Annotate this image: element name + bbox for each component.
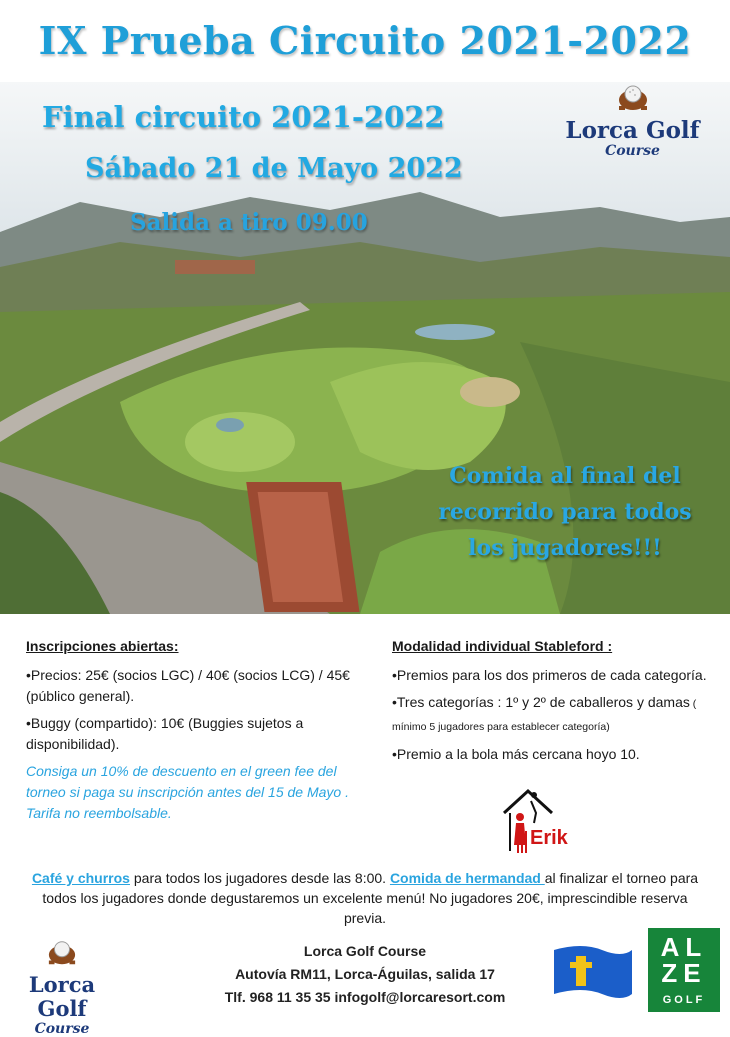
lunch-line-2: recorrido para todos [438,499,692,525]
lunch-line-1: Comida al final del [449,463,681,489]
note-text-1: para todos los jugadores desde las 8:00. [129,870,390,886]
footer-venue: Lorca Golf Course [303,943,427,959]
buggy-item: •Buggy (compartido): 10€ (Buggies sujetos a disponibilidad). [26,715,304,752]
closest-ball-item: •Premio a la bola más cercana hoyo 10. [392,746,640,762]
footer-address: Autovía RM11, Lorca-Águilas, salida 17 [235,966,495,982]
breakfast-highlight: Café y churros [31,870,130,886]
turtle-golf-ball-icon [613,82,653,114]
alze-golf-logo [648,928,720,1012]
format-heading: Modalidad individual Stableford : [392,638,613,654]
alze-letters: ALZE [660,932,708,988]
lunch-line-3: los jugadores!!! [468,535,662,561]
discount-promo: Consiga un 10% de descuento en el green fee del torneo si paga su inscripción antes del 15 de Mayo . Tarifa no reembolsable. [26,763,349,821]
asturias-flag-icon [552,942,634,1002]
hero-subtitle-date: Sábado 21 de Mayo 2022 [85,153,463,184]
hero-subtitle-start: Salida a tiro 09.00 [130,209,368,236]
logo-name: Lorca Golf [565,117,700,144]
footer-logo-name: Lorca Golf [28,972,96,1021]
breakfast-lunch-note [20,868,710,928]
lorca-golf-logo [545,82,720,172]
lunch-announcement [410,458,720,566]
erik-label: Erik [530,827,568,849]
logo-course: Course [605,143,660,159]
contact-footer [190,940,540,1009]
categories-note: ( mínimo 5 jugadores para establecer categoría) [392,698,697,733]
footer-contact: Tlf. 968 11 35 35 infogolf@lorcaresort.com [224,989,506,1005]
categories-item [392,692,717,738]
note-text-2: al finalizar el torneo para todos los jugadores donde degustaremos un excelente menú! No jugadores 20€, imprescindible reserva previa. [42,870,699,926]
hero-subtitle-final: Final circuito 2021-2022 [42,100,445,134]
registration-section [26,636,356,824]
footer-logo-course: Course [34,1021,90,1037]
price-item: •Precios: 25€ (socios LGC) / 40€ (socios LCG) / 45€ (público general). [26,667,350,704]
categories-main: •Tres categorías : 1º y 2º de caballeros y damas [392,694,690,710]
erik-logo [498,783,578,858]
turtle-golf-ball-icon [42,938,82,968]
prizes-item: •Premios para los dos primeros de cada categoría. [392,667,707,683]
registration-heading: Inscripciones abiertas: [26,638,179,654]
format-section [392,636,717,771]
event-title: IX Prueba Circuito 2021-2022 [38,18,692,63]
fellowship-lunch-highlight: Comida de hermandad [389,870,545,886]
lorca-golf-logo-footer [2,938,122,1037]
alze-sub: GOLF [662,994,706,1006]
